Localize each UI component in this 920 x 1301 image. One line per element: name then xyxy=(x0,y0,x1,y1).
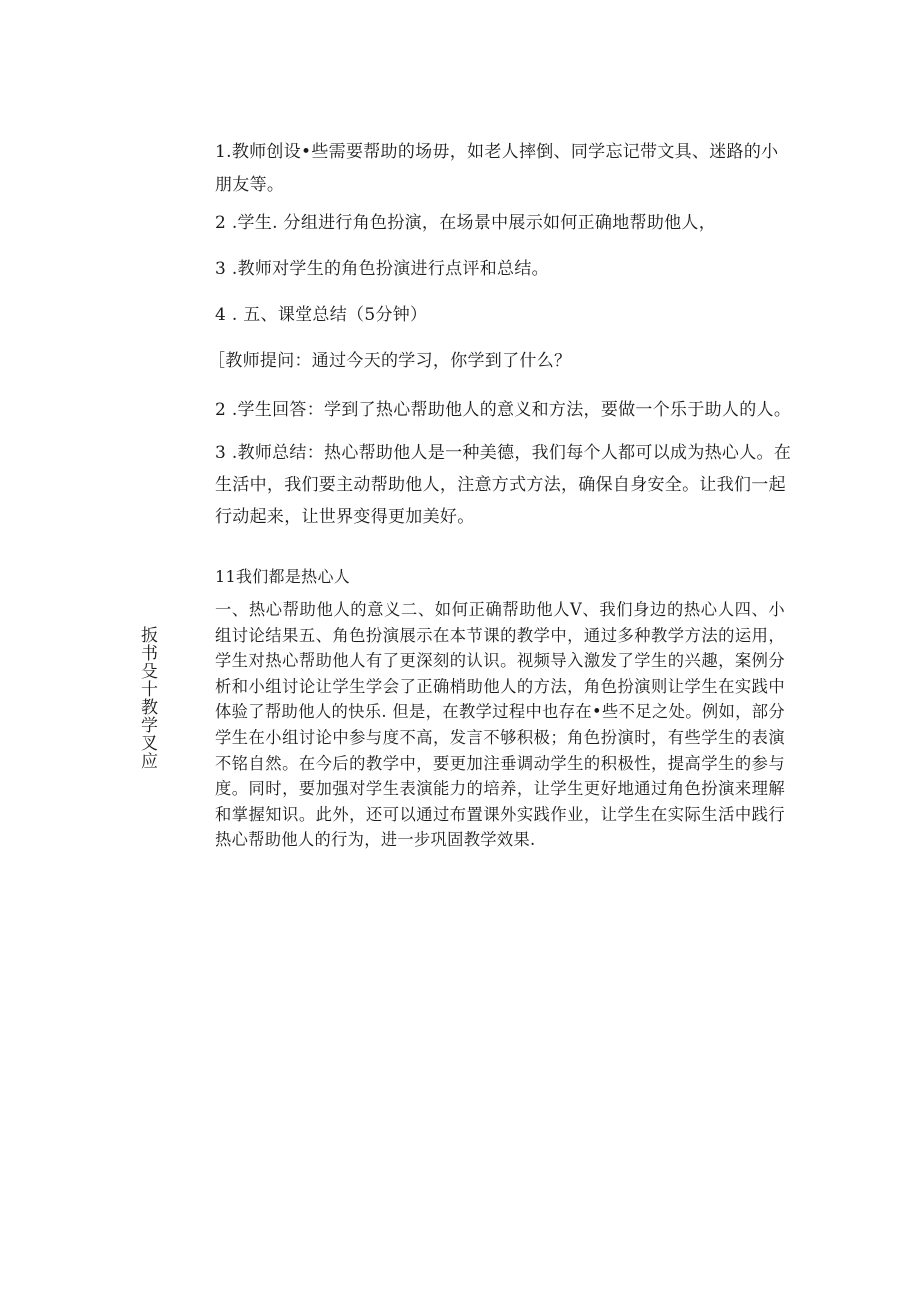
board-title: 11我们都是热心人 xyxy=(215,567,351,586)
step-1-paragraph: 1.教师创设•些需要帮助的场毋，如老人摔倒、同学忘记带文具、迷路的小朋友等。 xyxy=(215,142,779,195)
step-3-paragraph: 3 .教师对学生的角色扮演进行点评和总结。 xyxy=(215,259,549,279)
board-and-reflection-paragraph: 一、热心帮助他人的意义二、如何正确帮助他人V、我们身边的热心人四、小组讨论结果五、角色扮演展示在本节课的教学中，通过多种教学方法的运用，学生对热心帮助他人有了更深刻的认识。视频导入激发了学生的兴趣，案例分析和小组讨论让学生学会了正确梢助他人的方法，角色扮演则让学生在实践中体验了帮助他人的快乐. 但是，在教学过程中也存在•些不足之处。例如，部分学生在小组讨论中参与度不高，发言不够积极；角色扮演时，有些学生的表演不铭自然。在今后的教学中，要更加注垂调动学生的积极性，提高学生的参与度。同时，要加强对学生表演能力的培养，让学生更好地通过角色扮演来理解和掌握知识。此外，还可以通过布置课外实践作业，让学生在实际生活中践行热心帮助他人的行为，进一步巩固教学效果. xyxy=(215,600,785,850)
step-2-paragraph: 2 .学生. 分组进行角色扮演，在场景中展示如何正确地帮助他人， xyxy=(215,213,717,233)
side-label-vertical: 扳书殳十教学叉应 xyxy=(137,626,157,770)
teacher-question-paragraph: ［教师提问：通过今天的学习，你学到了什么？ xyxy=(208,351,572,371)
student-answer-paragraph: 2 .学生回答：学到了热心帮助他人的意义和方法，要做一个乐于助人的人。 xyxy=(215,400,792,420)
teacher-summary-paragraph: 3 .教师总结：热心帮助他人是一种美德，我们每个人都可以成为热心人。在生活中，我们要主动帮助他人，注意方式方法，确保自身安全。让我们一起行动起来，让世界变得更加美好。 xyxy=(215,443,792,527)
section-summary-heading: 4 . 五、课堂总结（5分钟） xyxy=(215,305,428,325)
